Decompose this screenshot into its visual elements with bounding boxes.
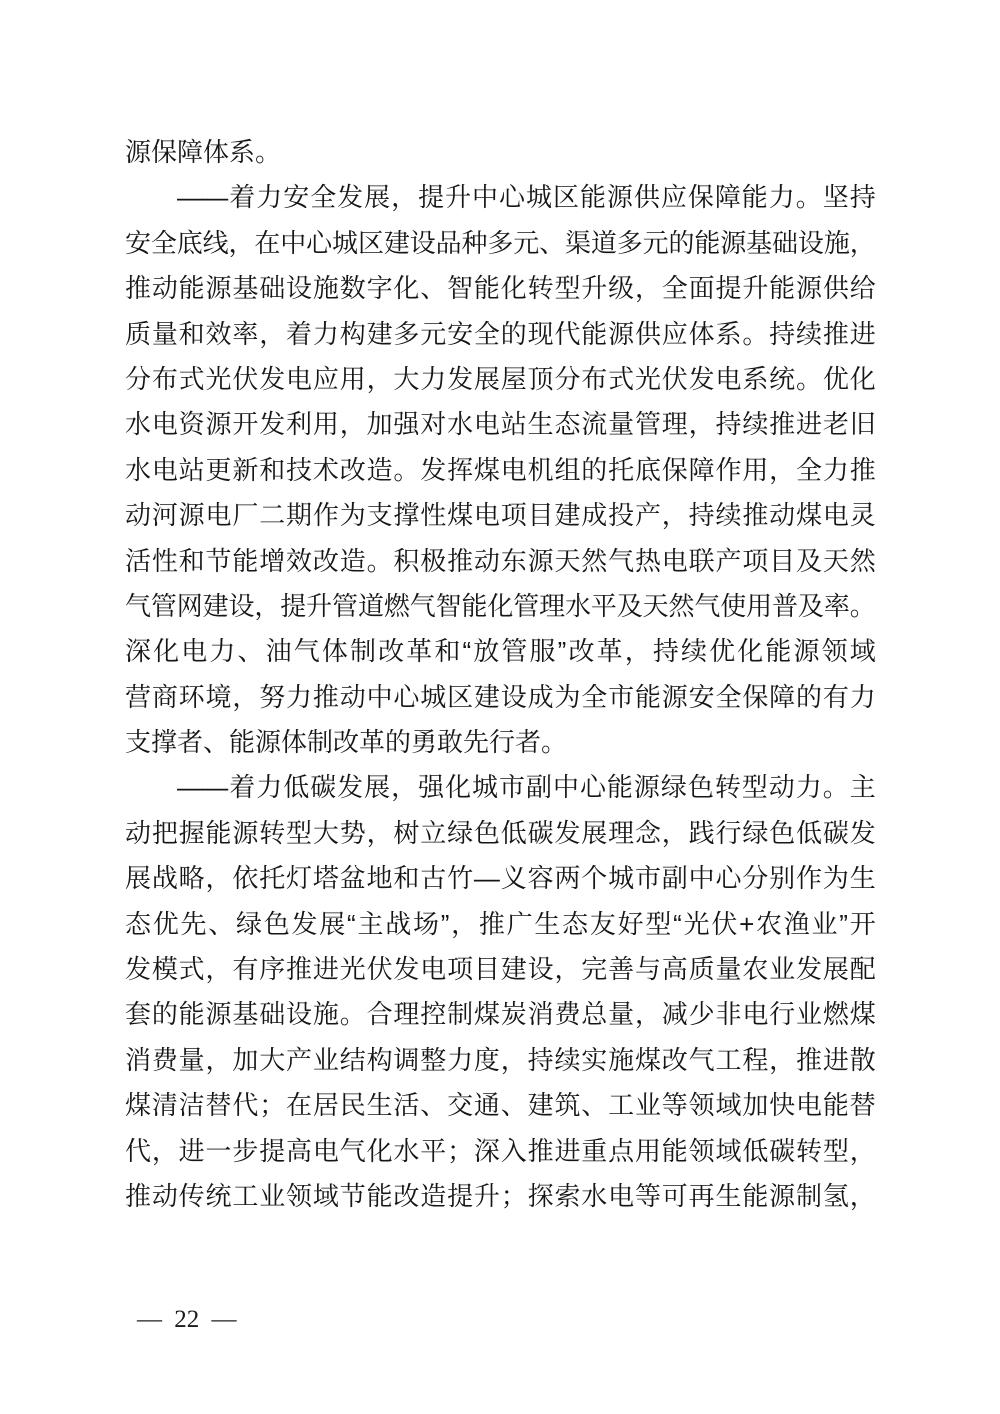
text-line: 代，进一步提高电气化水平；深入推进重点用能领域低碳转型，	[125, 1135, 875, 1166]
text-line: 源保障体系。	[125, 137, 282, 167]
text-line: 态优先、绿色发展“主战场”，推广生态友好型“光伏+农渔业”开	[125, 908, 875, 939]
text-line: 深化电力、油气体制改革和“放管服”改革，持续优化能源领域	[125, 636, 875, 667]
text-line: 安全底线，在中心城区建设品种多元、渠道多元的能源基础设施，	[125, 227, 875, 258]
text-block	[125, 130, 875, 1219]
text-line: 推动传统工业领域节能改造提升；探索水电等可再生能源制氢，	[125, 1180, 875, 1211]
text-line: 水电站更新和技术改造。发挥煤电机组的托底保障作用，全力推	[125, 454, 875, 485]
text-line: ——着力安全发展，提升中心城区能源供应保障能力。坚持	[177, 182, 875, 213]
text-line: 套的能源基础设施。合理控制煤炭消费总量，减少非电行业燃煤	[125, 999, 875, 1030]
text-line: 水电资源开发利用，加强对水电站生态流量管理，持续推进老旧	[125, 409, 875, 440]
text-line: 煤清洁替代；在居民生活、交通、建筑、工业等领域加快电能替	[125, 1090, 875, 1121]
text-line: 动把握能源转型大势，树立绿色低碳发展理念，践行绿色低碳发	[125, 817, 875, 848]
text-line: 消费量，加大产业结构调整力度，持续实施煤改气工程，推进散	[125, 1044, 875, 1075]
text-line: 发模式，有序推进光伏发电项目建设，完善与高质量农业发展配	[125, 954, 875, 985]
text-line: 展战略，依托灯塔盆地和古竹—义容两个城市副中心分别作为生	[125, 863, 875, 894]
text-line: 气管网建设，提升管道燃气智能化管理水平及天然气使用普及率。	[125, 590, 875, 621]
text-line: 活性和节能增效改造。积极推动东源天然气热电联产项目及天然	[125, 545, 875, 576]
page-number: — 22 —	[137, 1306, 237, 1333]
text-line: 推动能源基础设施数字化、智能化转型升级，全面提升能源供给	[125, 273, 875, 304]
text-line: 动河源电厂二期作为支撑性煤电项目建成投产，持续推动煤电灵	[125, 500, 875, 531]
text-line: 营商环境，努力推动中心城区建设成为全市能源安全保障的有力	[125, 681, 875, 712]
text-line: 质量和效率，着力构建多元安全的现代能源供应体系。持续推进	[125, 318, 875, 349]
text-line: 支撑者、能源体制改革的勇敢先行者。	[125, 727, 568, 758]
text-line: ——着力低碳发展，强化城市副中心能源绿色转型动力。主	[177, 772, 875, 803]
text-line: 分布式光伏发电应用，大力发展屋顶分布式光伏发电系统。优化	[125, 363, 875, 394]
